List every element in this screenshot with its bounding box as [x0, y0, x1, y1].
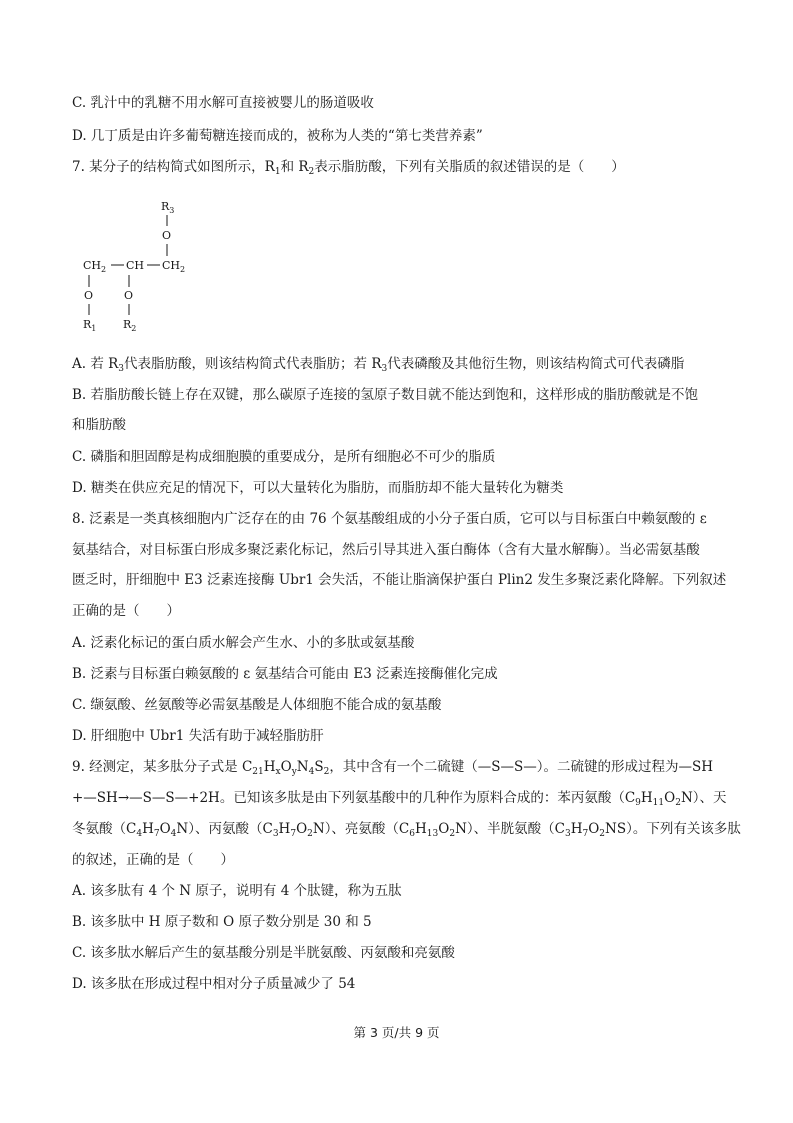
option-a-q7: A. 若 $R_3$代表脂肪酸，则该结构简式代表脂肪；若 $R_3$代表磷酸及其他衍生物，则该结构简式可代表磷脂	[72, 356, 685, 374]
option-c-q6: C. 乳汁中的乳糖不用水解可直接被婴儿的肠道吸收	[72, 95, 374, 111]
option-a-q8: A. 泛素化标记的蛋白质水解会产生水、小的多肽或氨基酸	[72, 635, 415, 651]
question-8-line1: 8. 泛素是一类真核细胞内广泛存在的由 76 个氨基酸组成的小分子蛋白质，它可以与目标蛋白中赖氨酸的 ε	[72, 511, 707, 527]
o-mid-label: O	[124, 289, 134, 302]
option-d-q8: D. 肝细胞中 Ubr1 失活有助于减轻脂肪肝	[72, 728, 324, 744]
r3-label: $R_3$	[161, 200, 175, 215]
ch2-left-label: $CH_2$	[83, 259, 107, 274]
question-9-line1: 9. 经测定，某多肽分子式是 $C_{21}H_xO_yN_4S_2$，其中含有一个二硫键（—S—S—）。二硫键的形成过程为—SH	[72, 759, 714, 777]
option-b-q8: B. 泛素与目标蛋白赖氨酸的 ε 氨基结合可能由 E3 泛素连接酶催化完成	[72, 666, 498, 682]
option-c-q9: C. 该多肽水解后产生的氨基酸分别是半胱氨酸、丙氨酸和亮氨酸	[72, 945, 455, 961]
option-b-q9: B. 该多肽中 H 原子数和 O 原子数分别是 30 和 5	[72, 914, 372, 930]
option-b-q7-line2: 和脂肪酸	[72, 417, 126, 433]
option-c-q8: C. 缬氨酸、丝氨酸等必需氨基酸是人体细胞不能合成的氨基酸	[72, 697, 442, 713]
ch2-right-label: $CH_2$	[162, 259, 186, 274]
r2-label: $R_2$	[123, 318, 137, 333]
option-d-q7: D. 糖类在供应充足的情况下，可以大量转化为脂肪，而脂肪却不能大量转化为糖类	[72, 480, 564, 496]
question-8-line4: 正确的是（ ）	[72, 603, 180, 619]
option-c-q7: C. 磷脂和胆固醇是构成细胞膜的重要成分，是所有细胞必不可少的脂质	[72, 449, 496, 465]
option-d-q6: D. 几丁质是由许多葡萄糖连接而成的，被称为人类的“第七类营养素”	[72, 128, 483, 144]
option-a-q9: A. 该多肽有 4 个 N 原子，说明有 4 个肽键，称为五肽	[72, 883, 402, 899]
option-d-q9: D. 该多肽在形成过程中相对分子质量减少了 54	[72, 976, 356, 992]
question-8-line3: 匮乏时，肝细胞中 E3 泛素连接酶 Ubr1 会失活，不能让脂滴保护蛋白 Plin2 发生多聚泛素化降解。下列叙述	[72, 572, 727, 588]
question-7-stem: 7. 某分子的结构简式如图所示，$R_1$和 $R_2$表示脂肪酸，下列有关脂质的叙述错误的是（ ）	[72, 159, 625, 177]
r1-label: $R_1$	[83, 318, 97, 333]
o-top-label: O	[162, 229, 172, 242]
lipid-structure-diagram	[78, 195, 228, 340]
question-9-line2: +—SH→—S—S—+2H。已知该多肽是由下列氨基酸中的几种作为原料合成的：苯丙氨酸$(C_9H_{11}O_2N)$、天	[72, 790, 727, 808]
question-9-line3: 冬氨酸$(C_4H_7O_4N)$、丙氨酸$(C_3H_7O_2N)$、亮氨酸$(C_6H_{13}O_2N)$、半胱氨酸$(C_3H_7O_2NS)$。下列有关该多肽	[72, 821, 741, 839]
question-8-line2: 氨基结合，对目标蛋白形成多聚泛素化标记，然后引导其进入蛋白酶体（含有大量水解酶）。当必需氨基酸	[72, 542, 700, 558]
page-footer: 第 3 页/共 9 页	[353, 1025, 440, 1040]
ch-label: CH	[126, 259, 145, 272]
question-9-line4: 的叙述，正确的是（ ）	[72, 852, 234, 868]
o-left-label: O	[84, 289, 94, 302]
option-b-q7-line1: B. 若脂肪酸长链上存在双键，那么碳原子连接的氢原子数目就不能达到饱和，这样形成的脂肪酸就是不饱	[72, 387, 699, 403]
